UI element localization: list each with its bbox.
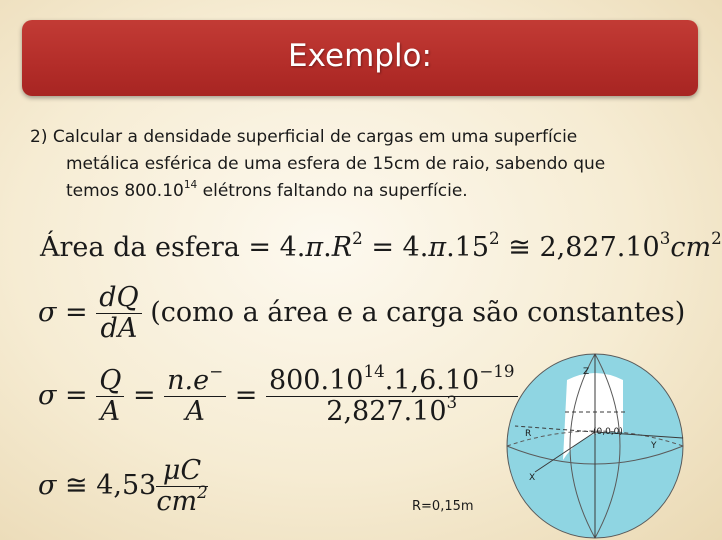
fraction-uc-cm2 [156,456,207,517]
fraction-dq-da [96,283,141,344]
fraction-q: Q [96,366,124,397]
fraction-a-2: A [185,396,205,428]
slide-title: Exemplo: [288,38,432,74]
numeric-b: .1,6.10 [384,365,480,396]
result-unit-cm: cm [156,486,198,518]
label-r: R [525,429,532,439]
area-exp3: 3 [659,227,671,248]
area-exp4: 2 [711,227,722,248]
numeric-a: 800.10 [268,365,364,396]
radius-label: R=0,15m [412,499,474,514]
label-z: Z [583,367,590,377]
area-exp2: 2 [489,227,500,248]
fraction-numeric-denominator [266,391,518,428]
label-x: X [529,473,536,483]
fraction-a: A [100,396,121,428]
sigma2-eq2: = [124,380,165,412]
area-eq1: = 4. [239,232,306,263]
sigma-symbol-3: σ [38,470,57,502]
equation-area [40,227,722,263]
sigma2-eq1: = [56,380,97,412]
area-value-15: .15 [446,232,490,263]
problem-line-1 [30,124,690,151]
fraction-q-a [96,366,124,427]
sigma-eq: = [56,297,97,329]
fraction-ne-text: n.e [167,365,210,396]
area-eq2: = 4. [362,232,429,263]
sigma-symbol: σ [38,297,57,329]
fraction-ne-a [164,360,226,428]
fraction-ne [164,360,226,397]
numeric-exp-minus-19: −19 [479,360,515,381]
problem-line-2 [30,151,690,178]
fraction-numerator: dQ [96,283,141,314]
equation-sigma-definition [38,283,685,344]
sphere-diagram [505,352,685,540]
numeric-exp-14: 14 [363,360,385,381]
sigma-symbol-2: σ [38,380,57,412]
equation-sigma-result [38,456,208,517]
numeric-den-exp: 3 [446,391,458,412]
problem-line-3 [30,178,690,205]
label-origin: (0,0,0) [593,427,623,437]
problem-exponent: 14 [183,178,198,191]
pi-symbol: π [305,232,324,263]
problem-text-3a: temos 800.10 [66,181,184,201]
problem-text-2: metálica esférica de uma esfera de 15cm de raio, sabendo que [66,154,606,174]
fraction-denominator: dA [100,313,138,345]
problem-text-3b: elétrons faltando na superfície. [197,181,468,201]
constant-note: (como a área e a carga são constantes) [150,297,686,329]
numeric-den: 2,827.10 [326,396,447,428]
result-unit-numerator: μC [156,456,207,487]
problem-text-1: 2) Calcular a densidade superficial de cargas em uma superfície [30,127,578,147]
equation-sigma-calculation [38,360,518,428]
area-unit: cm [670,232,712,263]
problem-statement [30,124,690,205]
area-approx: ≅ 2,827.10 [499,232,660,263]
result-unit-denominator [156,481,208,518]
title-bar [22,20,698,96]
fraction-numeric [266,360,518,428]
pi-symbol-2: π [428,232,447,263]
label-y: Y [651,441,657,451]
result-value: ≅ 4,53 [56,470,157,502]
sigma2-eq3: = [226,380,266,412]
area-dot: . [323,232,332,263]
result-unit-exp: 2 [197,481,208,502]
area-label: Área da esfera [40,232,240,263]
radius-symbol: R [331,232,353,263]
fraction-numeric-numerator [266,360,518,397]
electron-charge-sign: − [209,360,224,381]
area-exp1: 2 [352,227,363,248]
